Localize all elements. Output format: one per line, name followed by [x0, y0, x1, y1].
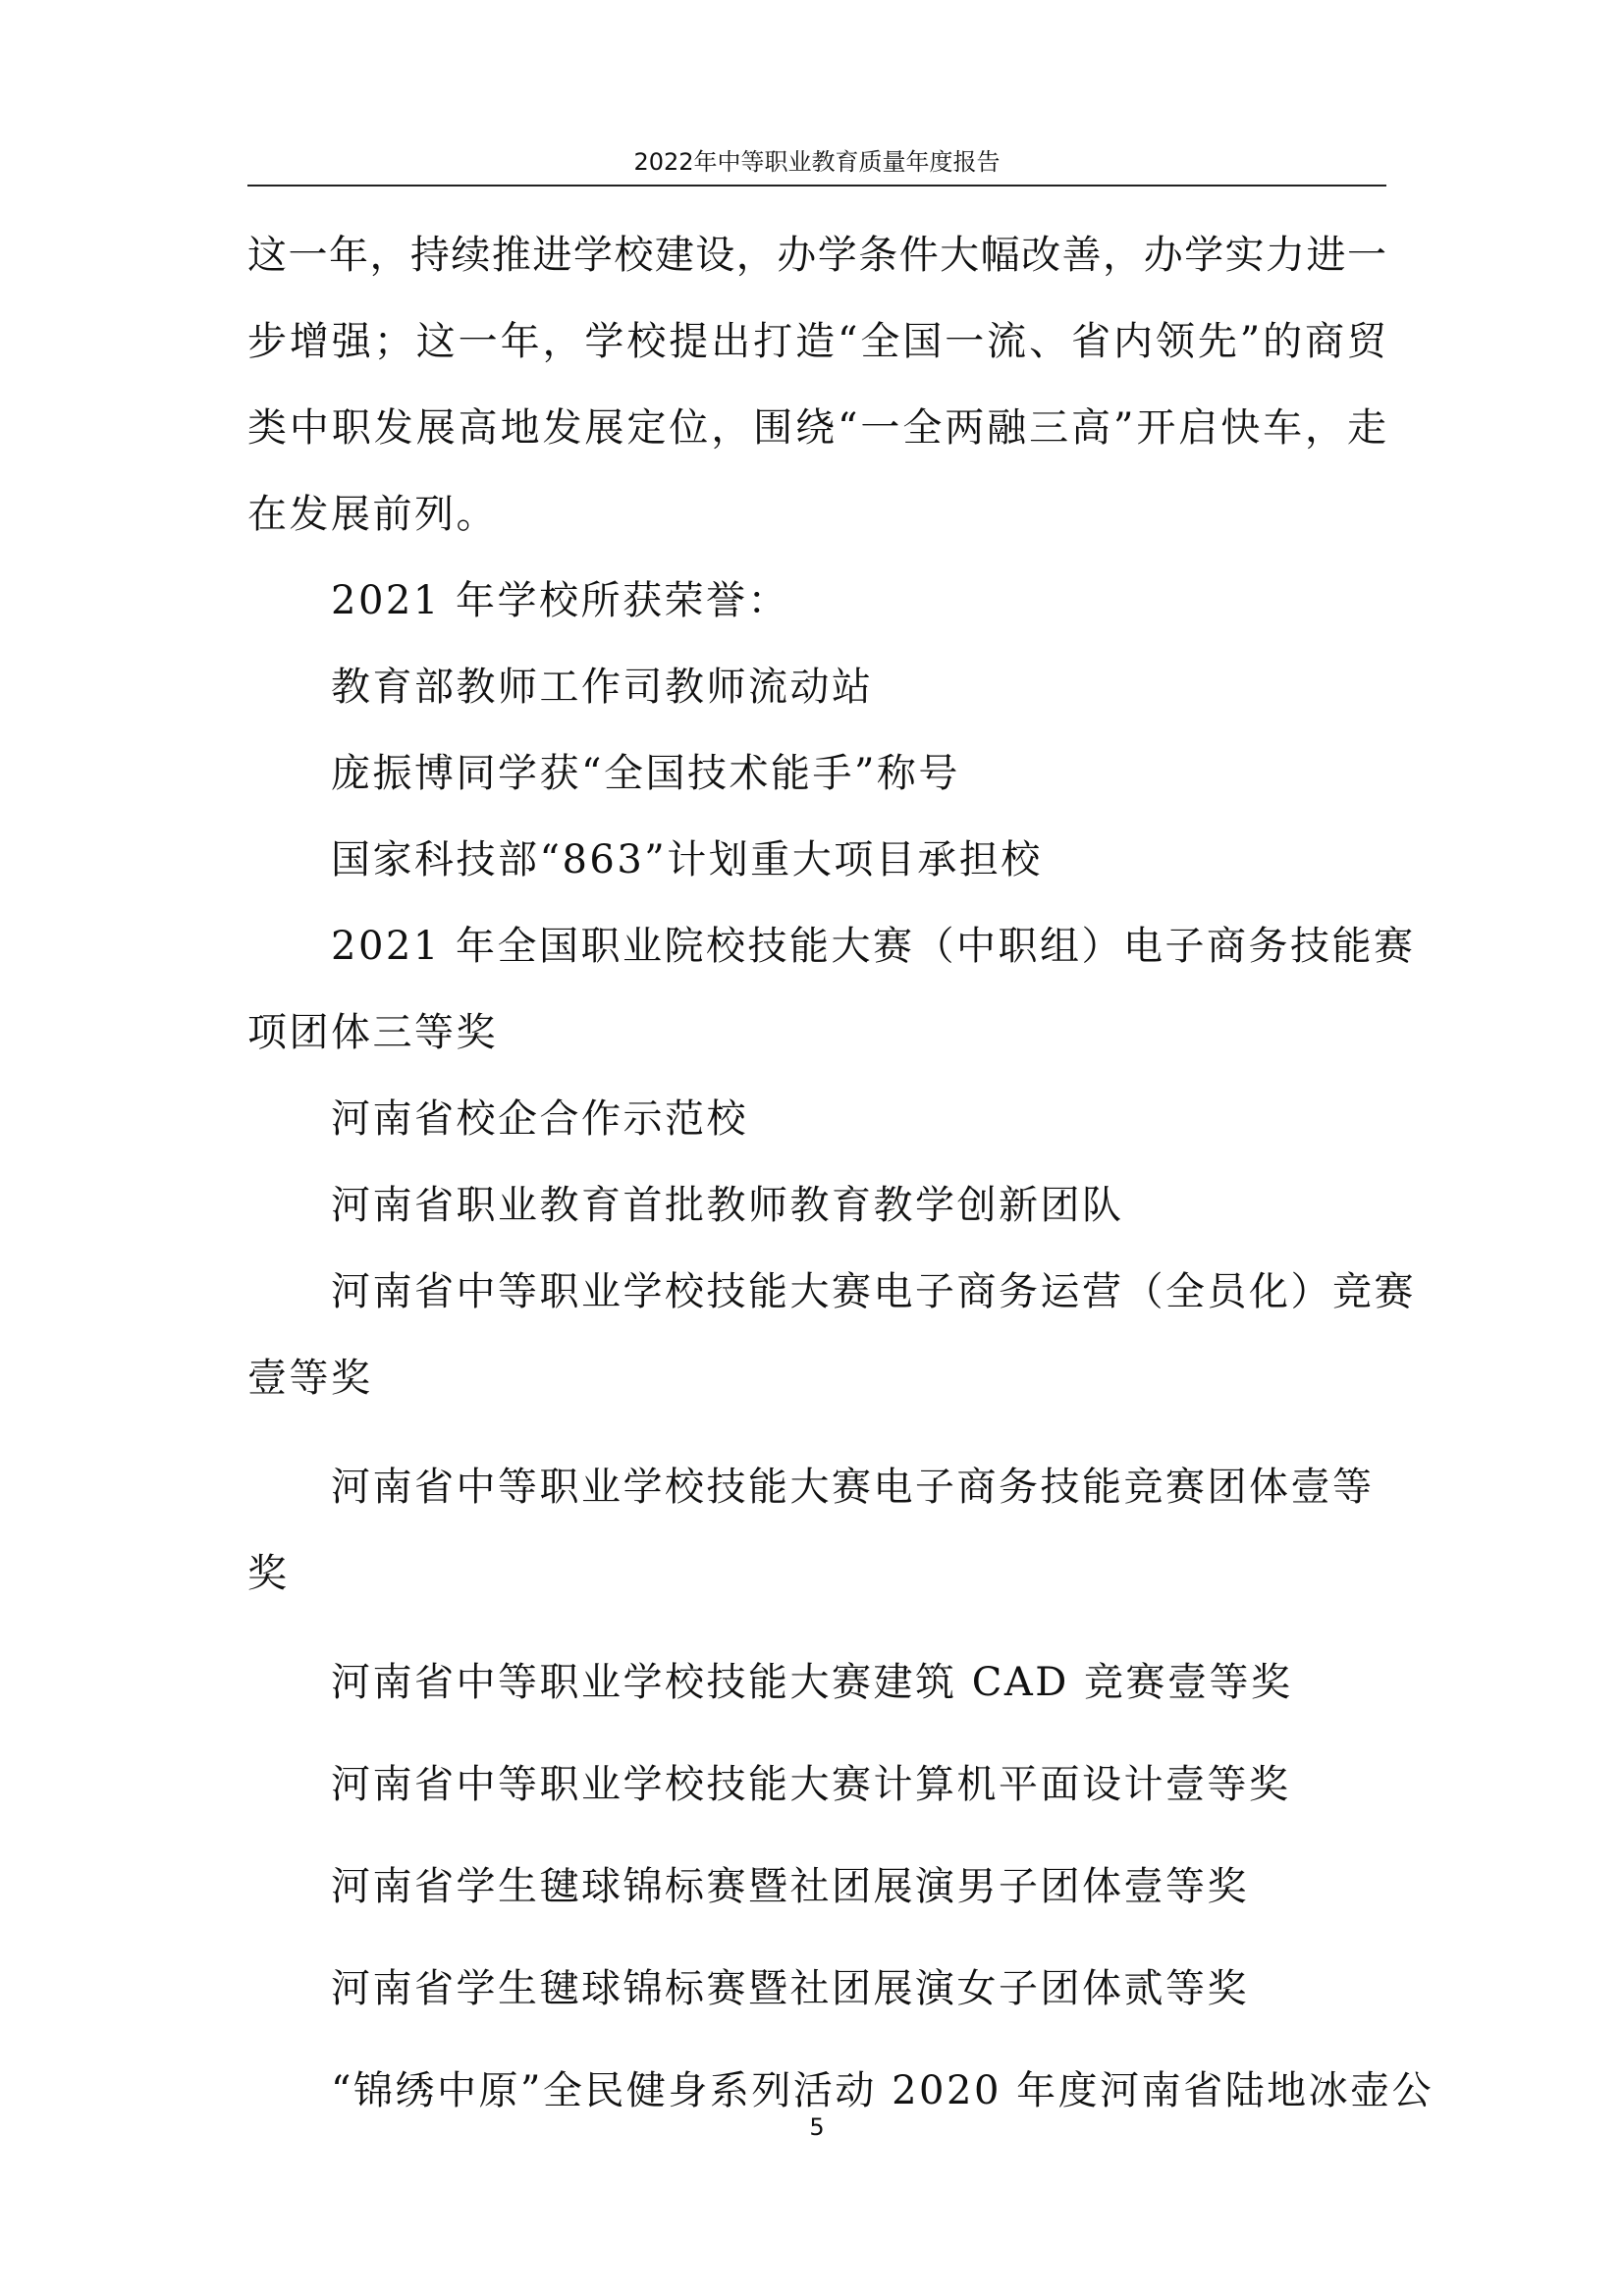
honor-item: 2021 年全国职业院校技能大赛（中职组）电子商务技能赛 [331, 924, 1416, 969]
honor-item: 河南省校企合作示范校 [331, 1096, 748, 1142]
paragraph-line: 类中职发展高地发展定位，围绕“一全两融三高”开启快车，走 [247, 405, 1386, 451]
running-header: 2022年中等职业教育质量年度报告 [633, 148, 1001, 176]
honor-item: 河南省中等职业学校技能大赛建筑 CAD 竞赛壹等奖 [331, 1660, 1293, 1705]
paragraph-line: 步增强；这一年，学校提出打造“全国一流、省内领先”的商贸 [247, 319, 1386, 364]
header-rule [247, 185, 1386, 187]
honors-heading: 2021 年学校所获荣誉： [331, 578, 790, 623]
honor-item: 河南省学生毽球锦标赛暨社团展演男子团体壹等奖 [331, 1864, 1249, 1909]
page-number: 5 [809, 2113, 825, 2141]
honor-item: 河南省中等职业学校技能大赛电子商务技能竞赛团体壹等 [331, 1465, 1375, 1510]
honor-item: 河南省中等职业学校技能大赛计算机平面设计壹等奖 [331, 1762, 1291, 1807]
honor-item-continued: 壹等奖 [247, 1356, 373, 1401]
honor-item: 河南省学生毽球锦标赛暨社团展演女子团体贰等奖 [331, 1966, 1249, 2011]
honor-item: 国家科技部“863”计划重大项目承担校 [331, 837, 1043, 882]
paragraph-line: 在发展前列。 [247, 492, 498, 537]
honor-item-continued: 项团体三等奖 [247, 1010, 498, 1055]
honor-item-continued: 奖 [247, 1551, 290, 1596]
paragraph-line: 这一年，持续推进学校建设，办学条件大幅改善，办学实力进一 [247, 233, 1386, 278]
honor-item: 教育部教师工作司教师流动站 [331, 665, 874, 710]
honor-item: 河南省职业教育首批教师教育教学创新团队 [331, 1183, 1124, 1228]
honor-item: “锦绣中原”全民健身系列活动 2020 年度河南省陆地冰壶公 [331, 2068, 1435, 2113]
honor-item: 河南省中等职业学校技能大赛电子商务运营（全员化）竞赛 [331, 1269, 1416, 1314]
honor-item: 庞振博同学获“全国技术能手”称号 [331, 751, 960, 796]
